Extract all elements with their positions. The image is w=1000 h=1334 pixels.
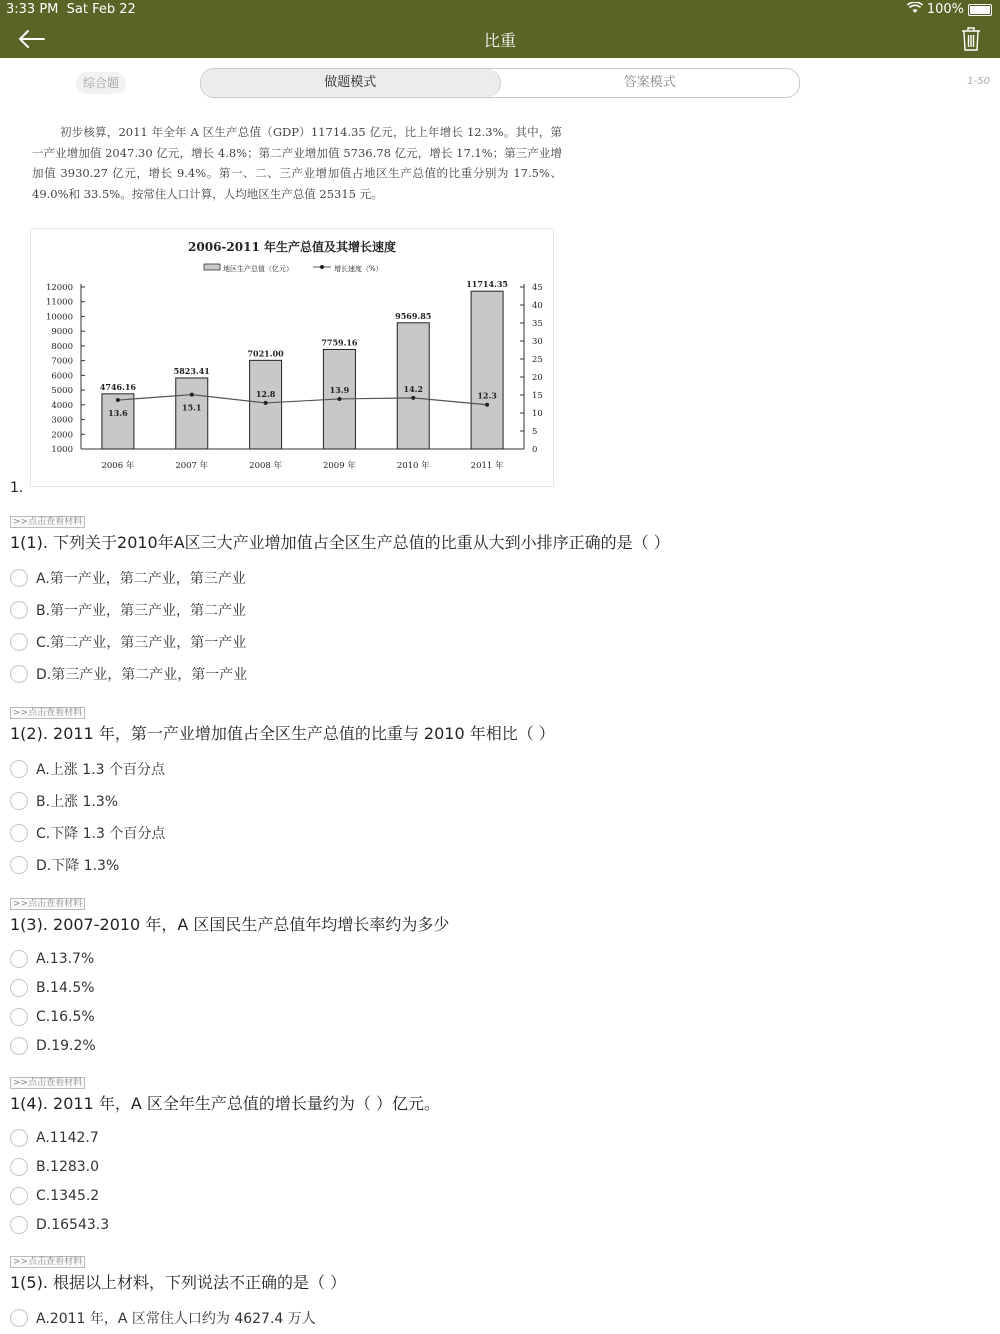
answer-option[interactable] <box>10 1216 109 1234</box>
option-label: B.第一产业，第三产业，第二产业 <box>36 603 247 619</box>
view-material-link[interactable]: >>点击查看材料 <box>10 707 85 719</box>
option-label: B.上涨 1.3% <box>36 794 119 810</box>
bar-value-label: 11714.35 <box>466 279 508 290</box>
option-label: A.上涨 1.3 个百分点 <box>36 762 165 778</box>
x-tick-label: 2011 年 <box>470 461 504 471</box>
answer-option[interactable] <box>10 632 246 652</box>
status-bar <box>0 0 1000 20</box>
radio-button-icon[interactable] <box>10 856 28 874</box>
option-label: D.下降 1.3% <box>36 858 120 874</box>
option-label: C.第二产业，第三产业，第一产业 <box>36 635 247 651</box>
radio-button-icon[interactable] <box>10 665 28 683</box>
option-label: B.14.5% <box>36 980 95 996</box>
growth-value-label: 13.6 <box>108 408 128 419</box>
gdp-chart <box>30 228 554 487</box>
trash-icon <box>960 26 982 52</box>
growth-value-label: 12.8 <box>255 388 276 399</box>
radio-button-icon[interactable] <box>10 824 28 842</box>
right-tick-label: 25 <box>532 355 543 365</box>
answer-option[interactable] <box>10 1037 96 1055</box>
x-tick-label: 2008 年 <box>249 461 283 471</box>
radio-button-icon[interactable] <box>10 760 28 778</box>
question-text: 1(3). 2007-2010 年，A 区国民生产总值年均增长率约为多少 <box>10 915 450 934</box>
option-label: A.1142.7 <box>36 1130 99 1146</box>
answer-option[interactable] <box>10 1308 316 1328</box>
growth-value-label: 15.1 <box>182 402 202 413</box>
left-tick-label: 8000 <box>51 341 73 352</box>
option-label: C.下降 1.3 个百分点 <box>36 826 166 842</box>
right-tick-label: 15 <box>532 391 543 401</box>
radio-button-icon[interactable] <box>10 1129 28 1147</box>
left-tick-label: 11000 <box>45 297 73 308</box>
chart-title: 2006-2011 年生产总值及其增长速度 <box>188 240 396 254</box>
left-tick-label: 9000 <box>51 327 73 338</box>
radio-button-icon[interactable] <box>10 1037 28 1055</box>
right-tick-label: 40 <box>532 301 543 311</box>
left-tick-label: 2000 <box>51 430 73 441</box>
question-range: 1-50 <box>967 76 990 87</box>
material-passage: 初步核算，2011 年全年 A 区生产总值（GDP）11714.35 亿元，比上年增长 12.3%。其中，第一产业增加值 2047.30 亿元，增长 4.8%；第二产业增加值 5736.78 亿元，增长 17.1%；第三产业增加值 3930.27 亿元，增长 9.4%。第一、二、三产业增加值占地区生产总值的比重分别为 17.5%、49.0%和 33.5%。按常住人口计算，人均地区生产总值 25315 元。 <box>32 125 562 201</box>
option-label: C.1345.2 <box>36 1188 100 1204</box>
radio-button-icon[interactable] <box>10 1187 28 1205</box>
option-label: A.2011 年，A 区常住人口约为 4627.4 万人 <box>36 1311 316 1327</box>
radio-button-icon[interactable] <box>10 569 28 587</box>
bar-value-label: 9569.85 <box>395 310 432 321</box>
question-text: 1(2). 2011 年，第一产业增加值占全区生产总值的比重与 2010 年相比（ ） <box>10 724 555 743</box>
growth-value-label: 12.3 <box>477 390 497 401</box>
growth-value-label: 13.9 <box>329 384 350 395</box>
page-title: 比重 <box>483 31 516 50</box>
option-label: A.13.7% <box>36 951 95 967</box>
radio-button-icon[interactable] <box>10 1158 28 1176</box>
answer-option[interactable] <box>10 1158 99 1176</box>
answer-option[interactable] <box>10 979 95 997</box>
radio-button-icon[interactable] <box>10 633 28 651</box>
tab-practice-mode[interactable]: 做题模式 <box>201 69 501 97</box>
growth-point <box>411 396 415 400</box>
option-label: D.16543.3 <box>36 1217 110 1233</box>
left-tick-label: 12000 <box>45 283 73 293</box>
legend-line-marker <box>320 265 324 269</box>
radio-button-icon[interactable] <box>10 950 28 968</box>
option-label: B.1283.0 <box>36 1159 100 1175</box>
question-text: 1(4). 2011 年，A 区全年生产总值的增长量约为（ ）亿元。 <box>10 1094 440 1113</box>
question-text: 1(5). 根据以上材料，下列说法不正确的是（ ） <box>10 1273 347 1292</box>
view-material-link[interactable]: >>点击查看材料 <box>10 516 85 528</box>
left-tick-label: 5000 <box>51 386 73 397</box>
bar <box>102 394 134 449</box>
tab-answer-mode[interactable]: 答案模式 <box>623 75 676 90</box>
answer-option[interactable] <box>10 600 246 620</box>
answer-option[interactable] <box>10 568 246 588</box>
view-material-link[interactable]: >>点击查看材料 <box>10 898 85 910</box>
left-tick-label: 4000 <box>51 400 73 411</box>
bar-value-label: 7021.00 <box>247 348 284 359</box>
growth-point <box>190 393 194 397</box>
right-tick-label: 5 <box>532 427 538 437</box>
battery-icon <box>968 4 992 16</box>
growth-line <box>118 395 487 405</box>
wifi-icon <box>907 2 923 17</box>
radio-button-icon[interactable] <box>10 1008 28 1026</box>
left-tick-label: 10000 <box>45 312 73 323</box>
right-tick-label: 10 <box>532 409 543 419</box>
bar-value-label: 5823.41 <box>173 365 210 376</box>
answer-option[interactable] <box>10 950 94 968</box>
right-tick-label: 0 <box>532 445 538 455</box>
bar-value-label: 4746.16 <box>99 381 137 392</box>
growth-point <box>264 401 268 405</box>
nav-bar <box>0 20 1000 58</box>
answer-option[interactable] <box>10 664 247 684</box>
mode-switch <box>200 68 800 98</box>
radio-button-icon[interactable] <box>10 601 28 619</box>
left-tick-label: 3000 <box>51 415 73 426</box>
bar-value-label: 7759.16 <box>321 337 358 348</box>
answer-option[interactable] <box>10 791 118 811</box>
answer-option[interactable] <box>10 1187 99 1205</box>
radio-button-icon[interactable] <box>10 979 28 997</box>
legend-label: 地区生产总值（亿元） <box>223 265 293 273</box>
answer-option[interactable] <box>10 823 165 843</box>
radio-button-icon[interactable] <box>10 792 28 810</box>
right-tick-label: 20 <box>532 373 543 383</box>
left-tick-label: 6000 <box>51 371 73 382</box>
view-material-link[interactable]: >>点击查看材料 <box>10 1077 85 1089</box>
x-tick-label: 2010 年 <box>396 461 430 471</box>
x-tick-label: 2006 年 <box>101 461 135 471</box>
answer-option[interactable] <box>10 1129 99 1147</box>
question-type-tag: 综合题 <box>76 72 126 94</box>
option-label: A.第一产业，第二产业，第三产业 <box>36 571 246 587</box>
growth-value-label: 14.2 <box>403 383 423 394</box>
answer-option[interactable] <box>10 759 165 779</box>
bar <box>176 378 208 449</box>
right-tick-label: 30 <box>532 337 543 347</box>
left-tick-label: 7000 <box>51 356 73 367</box>
option-label: C.16.5% <box>36 1009 95 1025</box>
delete-button[interactable] <box>960 26 982 52</box>
radio-button-icon[interactable] <box>10 1216 28 1234</box>
status-right <box>907 2 992 17</box>
question-number: 1. <box>10 480 24 496</box>
status-time: 3:33 PM Sat Feb 22 <box>6 2 136 17</box>
answer-option[interactable] <box>10 1008 95 1026</box>
growth-point <box>337 397 341 401</box>
option-label: D.19.2% <box>36 1038 96 1054</box>
growth-point <box>485 403 489 407</box>
right-tick-label: 45 <box>532 283 543 293</box>
battery-percent: 100% <box>926 2 964 17</box>
right-tick-label: 35 <box>532 319 543 329</box>
x-tick-label: 2009 年 <box>322 461 356 471</box>
answer-option[interactable] <box>10 855 119 875</box>
chart-svg <box>31 229 553 486</box>
option-label: D.第三产业，第二产业，第一产业 <box>36 667 248 683</box>
question-text: 1(1). 下列关于2010年A区三大产业增加值占全区生产总值的比重从大到小排序正确的是（ ） <box>10 533 670 552</box>
legend-label: 增长速度（%） <box>334 265 383 273</box>
view-material-link[interactable]: >>点击查看材料 <box>10 1256 85 1268</box>
left-tick-label: 1000 <box>51 445 73 455</box>
legend-bar-swatch <box>204 264 220 270</box>
radio-button-icon[interactable] <box>10 1309 28 1327</box>
growth-point <box>116 398 120 402</box>
bar <box>471 291 503 449</box>
x-tick-label: 2007 年 <box>175 461 209 471</box>
